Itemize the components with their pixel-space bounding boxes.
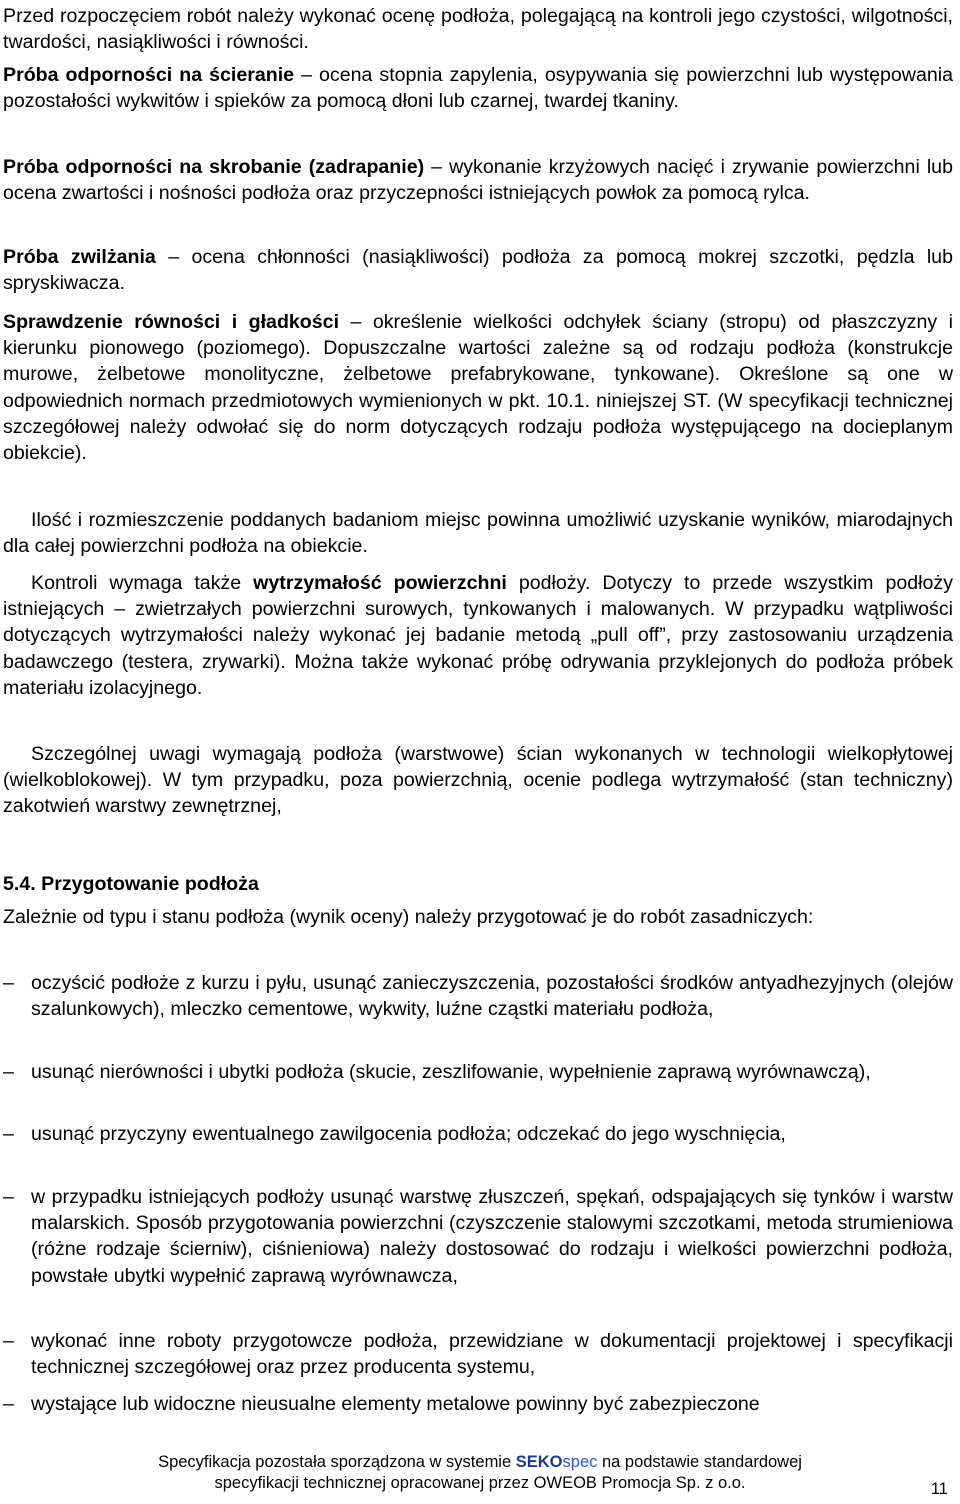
paragraph-large-panel-walls (3, 741, 953, 820)
paragraph-flatness-check (3, 309, 953, 466)
dash-bullet: – (3, 1330, 14, 1352)
term-flatness-check: Sprawdzenie równości i gładkości (3, 311, 340, 333)
paragraph-text: – określenie wielkości odchyłek ściany (stropu) od płaszczyzny i kierunku pionowego (poziomego). Dopuszczalne wartości zależne są od rodzaju podłoża (konstrukcje murowe, żelbetowe monolityczne, żelbetowe prefabrykowane, tynkowane). Określone są one w odpowiednich normach przedmiotowych wymienionych w pkt. 10.1. niniejszej ST. (W specyfikacji technicznej szczegółowej należy odwołać się do norm dotyczących rodzaju podłoża występującego na docieplanym obiekcie). (3, 311, 953, 465)
sekospec-logo (516, 1453, 598, 1471)
footer-line-1 (0, 1452, 960, 1473)
list-item (3, 1184, 953, 1289)
paragraph-abrasion-test (3, 62, 953, 114)
dash-bullet: – (3, 1123, 14, 1145)
logo-text-spec: spec (562, 1453, 598, 1471)
list-item-text: oczyścić podłoże z kurzu i pyłu, usunąć zanieczyszczenia, pozostałości środków antyadhezyjnych (olejów szalunkowych), mleczko cementowe, wykwity, luźne cząstki materiału podłoża, (31, 972, 953, 1021)
paragraph-text: Kontroli wymaga także (31, 572, 254, 594)
footer-line-2: specyfikacji technicznej opracowanej przez OWEOB Promocja Sp. z o.o. (214, 1474, 746, 1492)
paragraph-text: Szczególnej uwagi wymagają podłoża (warstwowe) ścian wykonanych w technologii wielkopłytowej (wielkoblokowej). W tym przypadku, poza powierzchnią, ocenie podlega wytrzymałość (stan techniczny) zakotwień warstwy zewnętrznej, (3, 743, 953, 818)
list-item-text: usunąć nierówności i ubytki podłoża (skucie, zeszlifowanie, wypełnienie zaprawą wyrównawczą), (31, 1061, 871, 1083)
paragraph-text: Zależnie od typu i stanu podłoża (wynik oceny) należy przygotować je do robót zasadniczych: (3, 906, 814, 928)
list-item (3, 1059, 953, 1085)
list-item (3, 1328, 953, 1380)
dash-bullet: – (3, 1393, 14, 1415)
paragraph-text: – ocena stopnia zapylenia, osypywania się powierzchni lub występowania pozostałości wykwitów i spieków za pomocą dłoni lub czarnej, twardej tkaniny. (3, 64, 953, 113)
term-scratch-test: Próba odporności na skrobanie (zadrapanie) (3, 156, 425, 178)
list-item (3, 1121, 953, 1147)
paragraph-test-locations (3, 507, 953, 559)
paragraph-text: Ilość i rozmieszczenie poddanych badaniom miejsc powinna umożliwić uzyskanie wyników, miarodajnych dla całej powierzchni podłoża na obiekcie. (3, 509, 953, 558)
paragraph-assessment-intro (3, 3, 953, 55)
term-surface-strength: wytrzymałość powierzchni (253, 572, 507, 594)
footer-text: na podstawie standardowej (597, 1453, 802, 1471)
paragraph-wetting-test (3, 244, 953, 296)
list-item (3, 1391, 953, 1417)
section-heading: 5.4. Przygotowanie podłoża (3, 873, 259, 895)
page-number: 11 (930, 1480, 948, 1498)
logo-text-seko: SEKO (515, 1453, 563, 1471)
paragraph-text: – wykonanie krzyżowych nacięć i zrywanie powierzchni lub ocena zwartości i nośności podłoża oraz przyczepności istniejących powłok za pomocą rylca. (3, 156, 953, 205)
section-intro (3, 904, 953, 930)
paragraph-scratch-test (3, 154, 953, 206)
paragraph-text: – ocena chłonności (nasiąkliwości) podłoża za pomocą mokrej szczotki, pędzla lub spryskiwacza. (3, 246, 953, 295)
paragraph-text: podłoży. Dotyczy to przede wszystkim podłoży istniejących – zwietrzałych powierzchni surowych, tynkowanych i malowanych. W przypadku wątpliwości dotyczących wytrzymałości należy wykonać jej badanie metodą „pull off”, przy zastosowaniu urządzenia badawczego (testera, zrywarki). Można także wykonać próbę odrywania przyklejonych do podłoża próbek materiału izolacyjnego. (3, 572, 954, 699)
term-abrasion-test: Próba odporności na ścieranie (3, 64, 295, 86)
page-footer (0, 1452, 960, 1494)
dash-bullet: – (3, 972, 14, 994)
paragraph-text: Przed rozpoczęciem robót należy wykonać ocenę podłoża, polegającą na kontroli jego czystości, wilgotności, twardości, nasiąkliwości i równości. (3, 5, 953, 54)
dash-bullet: – (3, 1061, 14, 1083)
list-item (3, 970, 953, 1022)
list-item-text: wystające lub widoczne nieusualne elementy metalowe powinny być zabezpieczone (31, 1393, 760, 1415)
paragraph-surface-strength (3, 570, 953, 701)
dash-bullet: – (3, 1186, 14, 1208)
term-wetting-test: Próba zwilżania (3, 246, 156, 268)
list-item-text: wykonać inne roboty przygotowcze podłoża, przewidziane w dokumentacji projektowej i specyfikacji technicznej szczegółowej oraz przez producenta systemu, (31, 1330, 953, 1379)
footer-text: Specyfikacja pozostała sporządzona w systemie (158, 1453, 516, 1471)
list-item-text: usunąć przyczyny ewentualnego zawilgocenia podłoża; odczekać do jego wyschnięcia, (31, 1123, 786, 1145)
list-item-text: w przypadku istniejących podłoży usunąć warstwę złuszczeń, spękań, odspajających się tynków i warstw malarskich. Sposób przygotowania powierzchni (czyszczenie stalowymi szczotkami, metoda strumieniowa (różne rodzaje ścierniw), ciśnieniowa) należy dostosować do rodzaju i wielkości powierzchni podłoża, powstałe ubytki wypełnić zaprawą wyrównawcza, (31, 1186, 953, 1287)
